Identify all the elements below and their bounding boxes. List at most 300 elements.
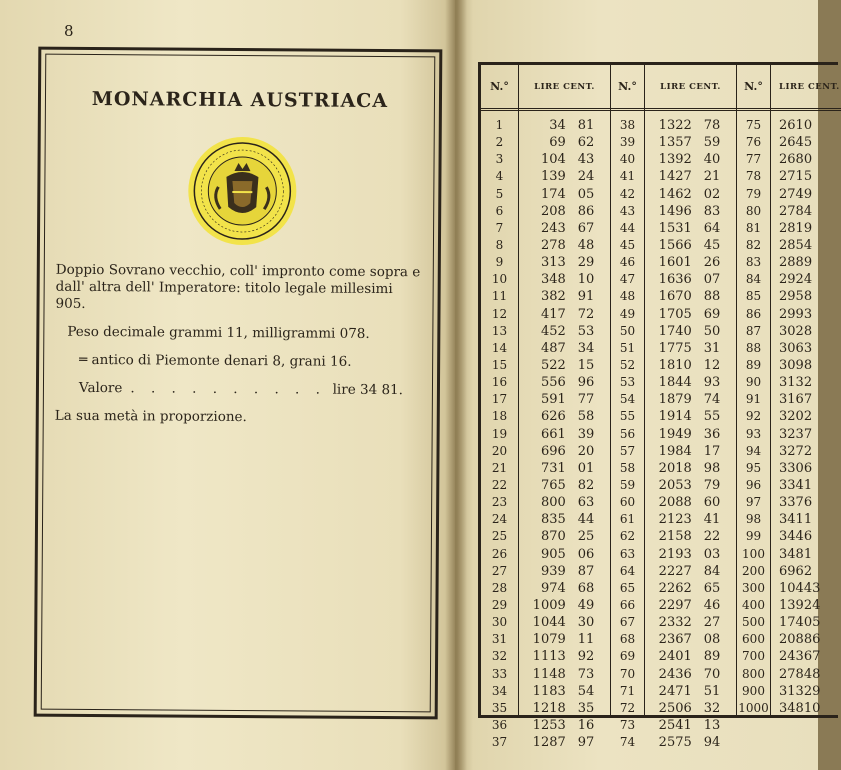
- column-cells: [519, 117, 610, 751]
- lire-value: 452: [540, 323, 566, 339]
- lire-value: 1601: [658, 255, 692, 271]
- table-cell-number: 15: [491, 357, 508, 372]
- lire-value: 1740: [658, 323, 692, 339]
- cent-value: 64: [703, 220, 721, 236]
- table-cell-lire: [519, 271, 610, 288]
- table-cell-lire: 2715: [779, 169, 813, 185]
- cent-value: 77: [577, 392, 595, 408]
- lire-value: 1113: [532, 649, 566, 665]
- table-cell-number: 4: [495, 169, 504, 184]
- piemonte-weight-line: ═ antico di Piemonte denari 8, grani 16.: [79, 351, 352, 370]
- table-cell-number: 39: [619, 135, 636, 150]
- table-cell-lire: 2924: [779, 272, 813, 288]
- table-cell-lire: [519, 288, 610, 305]
- cent-value: 16: [577, 717, 595, 733]
- cent-value: 45: [703, 237, 721, 253]
- table-cell-lire: [519, 186, 610, 203]
- cent-value: 78: [703, 118, 721, 133]
- cent-value: 30: [577, 615, 595, 631]
- cent-value: 91: [577, 289, 595, 305]
- table-cell-lire: [645, 306, 736, 323]
- column-cells: [737, 117, 770, 717]
- table-cell-number: 18: [491, 409, 508, 424]
- table-cell-lire: [645, 717, 736, 734]
- book-gutter: [445, 0, 467, 770]
- lire-value: 1427: [658, 169, 692, 185]
- cent-value: 29: [577, 255, 595, 271]
- table-cell-number: 38: [619, 118, 636, 132]
- table-cell-lire: 27848: [779, 666, 821, 682]
- cent-value: 07: [703, 272, 721, 288]
- table-cell-number: 25: [491, 529, 508, 544]
- table-cell-lire: [519, 254, 610, 271]
- cent-value: 35: [577, 700, 595, 716]
- table-cell-lire: 34810: [779, 700, 821, 716]
- cent-value: 10: [577, 272, 595, 288]
- lire-value: 1322: [658, 118, 692, 133]
- table-cell-number: 77: [745, 152, 762, 167]
- value-amount: lire 34 81.: [332, 381, 404, 399]
- cent-value: 81: [577, 118, 595, 133]
- cent-value: 86: [577, 203, 595, 219]
- cent-value: 03: [703, 546, 721, 562]
- table-cell-number: 85: [745, 289, 762, 304]
- table-cell-number: 33: [491, 666, 508, 681]
- table-cell-lire: 3098: [779, 357, 813, 373]
- table-cell-number: 54: [619, 392, 636, 407]
- value-table-frame: [478, 62, 840, 751]
- table-cell-lire: 2993: [779, 306, 813, 322]
- table-cell-lire: 3446: [779, 529, 813, 545]
- cent-value: 20: [577, 443, 595, 459]
- column-header-number: N.°: [611, 65, 644, 111]
- table-cell-number: 58: [619, 460, 636, 475]
- lire-value: 2401: [658, 649, 692, 665]
- half-proportion-line: La sua metà in proporzione.: [54, 407, 247, 426]
- table-cell-lire: 2680: [779, 152, 813, 168]
- lire-value: 1079: [532, 632, 566, 648]
- table-cell-number: 8: [495, 237, 504, 252]
- table-cell-number: 36: [491, 717, 508, 732]
- table-cell-lire: [645, 460, 736, 477]
- table-cell-lire: [519, 134, 610, 151]
- table-cell-lire: 2784: [779, 203, 813, 219]
- lire-value: 1392: [658, 152, 692, 168]
- table-cell-lire: [645, 477, 736, 494]
- cent-value: 82: [577, 477, 595, 493]
- cent-value: 96: [577, 375, 595, 391]
- table-cell-lire: 3306: [779, 460, 813, 476]
- table-cell-lire: [645, 443, 736, 460]
- table-cell-lire: [519, 391, 610, 408]
- table-cell-number: 900: [742, 683, 765, 698]
- lire-value: 905: [540, 546, 566, 562]
- table-cell-number: 12: [491, 306, 508, 321]
- table-cell-number: 98: [745, 512, 762, 527]
- table-cell-number: 50: [619, 323, 636, 338]
- table-cell-number: 63: [619, 546, 636, 561]
- cent-value: 12: [703, 357, 721, 373]
- lire-value: 2332: [658, 615, 692, 631]
- table-cell-number: 76: [745, 135, 762, 150]
- table-cell-number: 53: [619, 375, 636, 390]
- table-cell-number: 57: [619, 443, 636, 458]
- table-cell-number: 30: [491, 615, 508, 630]
- table-cell-lire: 2645: [779, 135, 813, 151]
- lire-value: 1566: [658, 237, 692, 253]
- cent-value: 02: [703, 186, 721, 202]
- table-cell-number: 14: [491, 340, 508, 355]
- table-cell-number: 35: [491, 700, 508, 715]
- table-cell-lire: 2854: [779, 237, 813, 253]
- lire-value: 2088: [658, 495, 692, 511]
- table-cell-number: 99: [745, 529, 762, 544]
- table-cell-lire: 2819: [779, 220, 813, 236]
- table-cell-lire: [519, 580, 610, 597]
- table-cell-number: 64: [619, 563, 636, 578]
- cent-value: 55: [703, 409, 721, 425]
- table-cell-lire: [519, 477, 610, 494]
- table-cell-lire: [645, 511, 736, 528]
- cent-value: 59: [703, 135, 721, 151]
- value-label: Valore: [78, 379, 123, 397]
- lire-value: 1287: [532, 735, 566, 751]
- lire-value: 1949: [658, 426, 692, 442]
- cent-value: 72: [577, 306, 595, 322]
- cent-value: 13: [703, 717, 721, 733]
- cent-value: 50: [703, 323, 721, 339]
- table-cell-number: 24: [491, 512, 508, 527]
- lire-value: 208: [540, 203, 566, 219]
- table-cell-number: 74: [619, 735, 636, 750]
- lire-value: 696: [540, 443, 566, 459]
- table-cell-number: 70: [619, 666, 636, 681]
- cent-value: 24: [577, 169, 595, 185]
- table-cell-lire: [645, 220, 736, 237]
- cent-value: 74: [703, 392, 721, 408]
- table-cell-lire: [645, 288, 736, 305]
- table-cell-number: 88: [745, 340, 762, 355]
- table-cell-lire: [645, 254, 736, 271]
- cent-value: 48: [577, 237, 595, 253]
- table-cell-lire: [645, 648, 736, 665]
- table-cell-number: 95: [745, 460, 762, 475]
- lire-value: 1357: [658, 135, 692, 151]
- table-cell-lire: [519, 528, 610, 545]
- lire-value: 1218: [532, 700, 566, 716]
- lire-value: 2541: [658, 717, 692, 733]
- coin-seal-icon: [188, 137, 297, 246]
- table-cell-number: 91: [745, 392, 762, 407]
- table-cell-lire: [645, 614, 736, 631]
- table-cell-number: 500: [742, 615, 765, 630]
- cent-value: 22: [703, 529, 721, 545]
- lire-value: 69: [549, 135, 566, 151]
- table-cell-number: 1000: [738, 700, 769, 715]
- lire-value: 974: [540, 580, 566, 596]
- lire-value: 2123: [658, 512, 692, 528]
- table-cell-number: 56: [619, 426, 636, 441]
- column-cells: [771, 117, 841, 717]
- table-cell-number: 89: [745, 357, 762, 372]
- table-cell-lire: [519, 511, 610, 528]
- cent-value: 41: [703, 512, 721, 528]
- table-cell-lire: [645, 117, 736, 134]
- table-column-number-1: [481, 65, 519, 750]
- table-cell-lire: [645, 546, 736, 563]
- table-cell-lire: [519, 546, 610, 563]
- lire-value: 243: [540, 220, 566, 236]
- cent-value: 67: [577, 220, 595, 236]
- table-cell-number: 52: [619, 357, 636, 372]
- table-cell-number: 75: [745, 118, 762, 132]
- table-cell-number: 27: [491, 563, 508, 578]
- table-cell-number: 31: [491, 632, 508, 647]
- lire-value: 1462: [658, 186, 692, 202]
- cent-value: 63: [577, 495, 595, 511]
- cent-value: 44: [577, 512, 595, 528]
- table-cell-number: 94: [745, 443, 762, 458]
- lire-value: 1148: [532, 666, 566, 682]
- cent-value: 05: [577, 186, 595, 202]
- table-cell-number: 79: [745, 186, 762, 201]
- cent-value: 49: [577, 597, 595, 613]
- table-cell-lire: 31329: [779, 683, 821, 699]
- table-cell-lire: 3481: [779, 546, 813, 562]
- value-table: [478, 62, 840, 751]
- lire-value: 1496: [658, 203, 692, 219]
- lire-value: 522: [540, 357, 566, 373]
- table-cell-number: 28: [491, 580, 508, 595]
- table-cell-number: 600: [742, 632, 765, 647]
- lire-value: 731: [540, 460, 566, 476]
- table-cell-lire: [645, 391, 736, 408]
- table-cell-number: 32: [491, 649, 508, 664]
- table-cell-lire: 3132: [779, 375, 813, 391]
- table-cell-number: 22: [491, 477, 508, 492]
- lire-value: 2575: [658, 735, 692, 751]
- table-cell-lire: [519, 700, 610, 717]
- table-cell-number: 200: [742, 563, 765, 578]
- table-cell-number: 34: [491, 683, 508, 698]
- column-cells: [645, 117, 736, 751]
- table-cell-number: 46: [619, 255, 636, 270]
- lire-value: 487: [540, 340, 566, 356]
- lire-value: 2367: [658, 632, 692, 648]
- table-cell-number: 400: [742, 597, 765, 612]
- column-cells: [611, 117, 644, 751]
- table-cell-number: 20: [491, 443, 508, 458]
- table-cell-number: 44: [619, 220, 636, 235]
- lire-value: 870: [540, 529, 566, 545]
- table-cell-number: 49: [619, 306, 636, 321]
- table-cell-lire: 3202: [779, 409, 813, 425]
- cent-value: 65: [703, 580, 721, 596]
- table-column-lire-3: [771, 65, 841, 715]
- lire-value: 800: [540, 495, 566, 511]
- table-cell-lire: [645, 151, 736, 168]
- table-cell-number: 66: [619, 597, 636, 612]
- table-cell-lire: 2610: [779, 118, 813, 133]
- cent-value: 32: [703, 700, 721, 716]
- cent-value: 46: [703, 597, 721, 613]
- description-paragraph: Doppio Sovrano vecchio, coll' impronto come sopra e dall' altra dell' Imperatore: titolo legale millesimi 905.: [55, 261, 421, 312]
- table-cell-number: 700: [742, 649, 765, 664]
- table-cell-number: 1: [495, 118, 504, 132]
- table-cell-number: 84: [745, 272, 762, 287]
- cent-value: 98: [703, 460, 721, 476]
- table-cell-lire: [519, 443, 610, 460]
- lire-value: 2193: [658, 546, 692, 562]
- table-cell-number: 55: [619, 409, 636, 424]
- table-cell-lire: [519, 151, 610, 168]
- table-cell-lire: [519, 648, 610, 665]
- table-cell-lire: [519, 117, 610, 134]
- cent-value: 40: [703, 152, 721, 168]
- table-cell-number: 86: [745, 306, 762, 321]
- table-cell-number: 60: [619, 495, 636, 510]
- lire-value: 1183: [532, 683, 566, 699]
- table-cell-lire: [645, 563, 736, 580]
- cent-value: 11: [577, 632, 595, 648]
- table-cell-number: 47: [619, 272, 636, 287]
- table-cell-lire: 3237: [779, 426, 813, 442]
- table-cell-lire: [519, 374, 610, 391]
- lire-value: 1810: [658, 357, 692, 373]
- table-cell-number: 51: [619, 340, 636, 355]
- table-cell-lire: [519, 717, 610, 734]
- table-cell-lire: [519, 220, 610, 237]
- table-cell-lire: [645, 734, 736, 751]
- cent-value: 31: [703, 340, 721, 356]
- lire-value: 2297: [658, 597, 692, 613]
- table-cell-lire: 2749: [779, 186, 813, 202]
- table-cell-lire: [645, 374, 736, 391]
- table-cell-lire: [645, 494, 736, 511]
- lire-value: 2262: [658, 580, 692, 596]
- table-cell-lire: [645, 597, 736, 614]
- table-cell-lire: 10443: [779, 580, 821, 596]
- table-cell-lire: 3272: [779, 443, 813, 459]
- cent-value: 87: [577, 563, 595, 579]
- table-cell-lire: [519, 631, 610, 648]
- table-cell-lire: 3411: [779, 512, 813, 528]
- column-header-lire-cent: LIRE CENT.: [771, 65, 841, 111]
- table-cell-lire: [519, 426, 610, 443]
- table-cell-number: 41: [619, 169, 636, 184]
- lire-value: 417: [540, 306, 566, 322]
- lire-value: 1879: [658, 392, 692, 408]
- cent-value: 73: [577, 666, 595, 682]
- lire-value: 382: [540, 289, 566, 305]
- cent-value: 58: [577, 409, 595, 425]
- table-cell-lire: 3063: [779, 340, 813, 356]
- table-cell-number: 13: [491, 323, 508, 338]
- cent-value: 97: [577, 735, 595, 751]
- cent-value: 34: [577, 340, 595, 356]
- lire-value: 174: [540, 186, 566, 202]
- cent-value: 25: [577, 529, 595, 545]
- table-cell-number: 48: [619, 289, 636, 304]
- table-cell-number: 45: [619, 237, 636, 252]
- table-cell-lire: 20886: [779, 632, 821, 648]
- table-cell-number: 40: [619, 152, 636, 167]
- cent-value: 26: [703, 255, 721, 271]
- table-cell-lire: 3167: [779, 392, 813, 408]
- cent-value: 21: [703, 169, 721, 185]
- cent-value: 84: [703, 563, 721, 579]
- table-cell-lire: [519, 323, 610, 340]
- table-cell-lire: [645, 186, 736, 203]
- table-cell-lire: [645, 408, 736, 425]
- table-cell-number: 96: [745, 477, 762, 492]
- table-cell-number: 2: [495, 135, 504, 150]
- table-cell-number: 65: [619, 580, 636, 595]
- table-cell-number: 800: [742, 666, 765, 681]
- cent-value: 94: [703, 735, 721, 751]
- lire-value: 278: [540, 237, 566, 253]
- table-cell-number: 87: [745, 323, 762, 338]
- cent-value: 17: [703, 443, 721, 459]
- table-cell-number: 5: [495, 186, 504, 201]
- table-cell-number: 100: [742, 546, 765, 561]
- table-cell-lire: [519, 563, 610, 580]
- table-cell-number: 300: [742, 580, 765, 595]
- table-cell-number: 72: [619, 700, 636, 715]
- table-cell-lire: [519, 683, 610, 700]
- lire-value: 661: [540, 426, 566, 442]
- lire-value: 34: [549, 118, 566, 133]
- lire-value: 939: [540, 563, 566, 579]
- cent-value: 53: [577, 323, 595, 339]
- column-header-lire-cent: LIRE CENT.: [519, 65, 610, 111]
- table-cell-number: 67: [619, 615, 636, 630]
- cent-value: 54: [577, 683, 595, 699]
- table-cell-lire: [645, 683, 736, 700]
- cent-value: 89: [703, 649, 721, 665]
- lire-value: 1044: [532, 615, 566, 631]
- table-cell-number: 61: [619, 512, 636, 527]
- lire-value: 835: [540, 512, 566, 528]
- lire-value: 2436: [658, 666, 692, 682]
- table-cell-lire: [519, 408, 610, 425]
- lire-value: 139: [540, 169, 566, 185]
- table-cell-number: 10: [491, 272, 508, 287]
- lire-value: 1253: [532, 717, 566, 733]
- table-cell-lire: [645, 580, 736, 597]
- table-cell-lire: [645, 237, 736, 254]
- cent-value: 92: [577, 649, 595, 665]
- table-cell-lire: 3376: [779, 495, 813, 511]
- table-cell-number: 37: [491, 735, 508, 750]
- table-column-lire-1: [519, 65, 611, 751]
- table-cell-number: 83: [745, 255, 762, 270]
- table-cell-lire: [645, 271, 736, 288]
- lire-value: 626: [540, 409, 566, 425]
- table-column-number-3: [737, 65, 771, 715]
- lire-value: 104: [540, 152, 566, 168]
- cent-value: 83: [703, 203, 721, 219]
- lire-value: 556: [540, 375, 566, 391]
- table-cell-number: 26: [491, 546, 508, 561]
- table-cell-number: 59: [619, 477, 636, 492]
- coin-description: [55, 262, 426, 439]
- cent-value: 69: [703, 306, 721, 322]
- table-cell-lire: [519, 614, 610, 631]
- cent-value: 06: [577, 546, 595, 562]
- table-cell-lire: [645, 134, 736, 151]
- lire-value: 1914: [658, 409, 692, 425]
